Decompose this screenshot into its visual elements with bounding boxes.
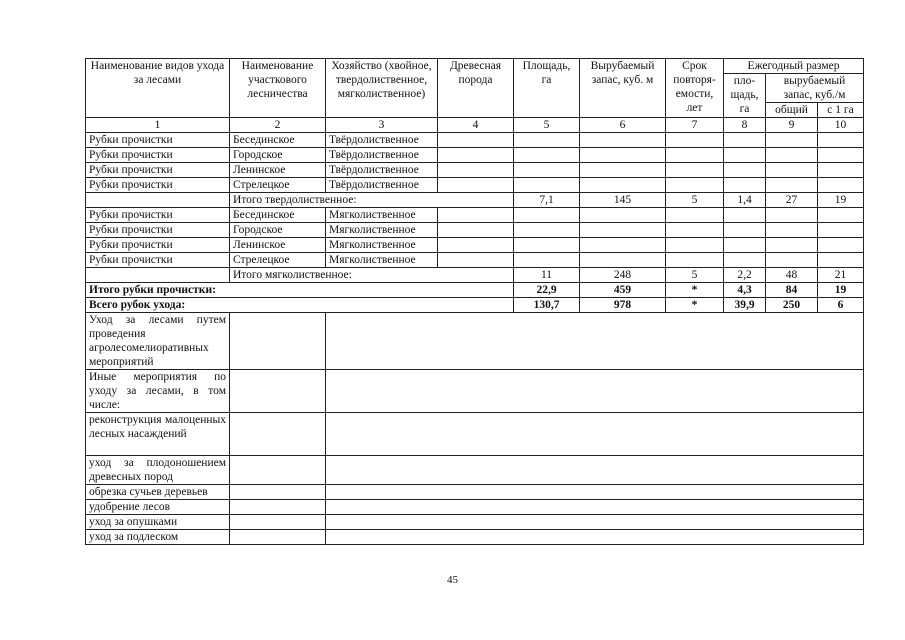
activity-cell: удобрение лесов [86,500,230,515]
column-number-row [86,118,864,133]
col-number: 7 [666,118,724,133]
table-row [86,253,864,268]
header-farm: Хозяйство (хвойное, твердолиственное, мягколиственное) [326,59,438,118]
hardwood-total-row [86,193,864,208]
period-cell: 5 [666,193,724,208]
forestry-cell: Стрелецкое [230,253,326,268]
table-row [86,456,864,485]
care-type-cell: Рубки прочистки [86,178,230,193]
stock-cell: 248 [580,268,666,283]
header-stock-total: общий [766,103,818,118]
farm-cell: Твёрдолиственное [326,133,438,148]
care-type-cell: Рубки прочистки [86,163,230,178]
forestry-cell: Городское [230,148,326,163]
area-cell: 130,7 [514,298,580,313]
care-type-cell: Рубки прочистки [86,133,230,148]
page-number: 45 [447,574,458,586]
col-number: 4 [438,118,514,133]
activity-cell: уход за плодоношением древесных пород [86,456,230,485]
forestry-cell: Бесединское [230,208,326,223]
table-row [86,238,864,253]
forestry-cell: Бесединское [230,133,326,148]
care-type-cell: Рубки прочистки [86,238,230,253]
softwood-total-row [86,268,864,283]
table-row [86,515,864,530]
stock-per-ha-cell: 21 [818,268,864,283]
table-row [86,485,864,500]
table-row [86,413,864,456]
activity-cell: уход за опушками [86,515,230,530]
stock-cell: 459 [580,283,666,298]
table-row [86,208,864,223]
header-species: Древесная порода [438,59,514,118]
cleaning-total-label: Итого рубки прочистки: [86,283,514,298]
col-number: 10 [818,118,864,133]
period-cell: * [666,298,724,313]
table-row [86,530,864,545]
care-type-cell: Рубки прочистки [86,223,230,238]
farm-cell: Мягколиственное [326,238,438,253]
stock-total-cell: 250 [766,298,818,313]
table-row [86,133,864,148]
stock-per-ha-cell: 19 [818,193,864,208]
header-stock-per-ha: с 1 га [818,103,864,118]
forestry-cell: Ленинское [230,238,326,253]
grand-total-row [86,298,864,313]
stock-total-cell: 48 [766,268,818,283]
care-type-cell: Рубки прочистки [86,253,230,268]
header-area: Площадь, га [514,59,580,118]
col-number: 9 [766,118,818,133]
stock-per-ha-cell: 19 [818,283,864,298]
header-row-1 [86,59,864,74]
annual-area-cell: 1,4 [724,193,766,208]
farm-cell: Твёрдолиственное [326,148,438,163]
col-number: 1 [86,118,230,133]
stock-total-cell: 84 [766,283,818,298]
farm-cell: Мягколиственное [326,253,438,268]
grand-total-label: Всего рубок ухода: [86,298,514,313]
annual-area-cell: 4,3 [724,283,766,298]
header-care-type: Наименование видов ухода за лесами [86,59,230,118]
table-row [86,148,864,163]
activity-cell: Уход за лесами путем проведения агролесомелиоративных мероприятий [86,313,230,370]
cleaning-total-row [86,283,864,298]
period-cell: 5 [666,268,724,283]
farm-cell: Твёрдолиственное [326,178,438,193]
farm-cell: Мягколиственное [326,208,438,223]
col-number: 8 [724,118,766,133]
stock-total-cell: 27 [766,193,818,208]
period-cell: * [666,283,724,298]
col-number: 6 [580,118,666,133]
activity-cell: Иные мероприятия по уходу за лесами, в том числе: [86,370,230,413]
header-annual-area: пло-щадь, га [724,74,766,118]
area-cell: 11 [514,268,580,283]
annual-area-cell: 2,2 [724,268,766,283]
area-cell: 7,1 [514,193,580,208]
header-annual-stock: вырубаемый запас, куб./м [766,74,864,103]
col-number: 2 [230,118,326,133]
stock-per-ha-cell: 6 [818,298,864,313]
header-annual: Ежегодный размер [724,59,864,74]
annual-area-cell: 39,9 [724,298,766,313]
header-stock: Вырубаемый запас, куб. м [580,59,666,118]
table-row [86,313,864,370]
col-number: 3 [326,118,438,133]
care-type-cell: Рубки прочистки [86,148,230,163]
farm-cell: Твёрдолиственное [326,163,438,178]
area-cell: 22,9 [514,283,580,298]
table-row [86,163,864,178]
stock-cell: 145 [580,193,666,208]
table-row [86,500,864,515]
hardwood-total-label: Итого твердолиственное: [230,193,514,208]
table-row [86,370,864,413]
farm-cell: Мягколиственное [326,223,438,238]
forest-care-table [85,58,864,545]
table-row [86,223,864,238]
activity-cell: обрезка сучьев деревьев [86,485,230,500]
forestry-cell: Стрелецкое [230,178,326,193]
activity-cell: реконструкция малоценных лесных насаждений [86,413,230,456]
care-type-cell: Рубки прочистки [86,208,230,223]
table-row [86,178,864,193]
col-number: 5 [514,118,580,133]
header-forestry: Наименование участкового лесничества [230,59,326,118]
stock-cell: 978 [580,298,666,313]
forestry-cell: Городское [230,223,326,238]
forestry-cell: Ленинское [230,163,326,178]
header-period: Срок повторя-емости, лет [666,59,724,118]
activity-cell: уход за подлеском [86,530,230,545]
softwood-total-label: Итого мягколиственное: [230,268,514,283]
